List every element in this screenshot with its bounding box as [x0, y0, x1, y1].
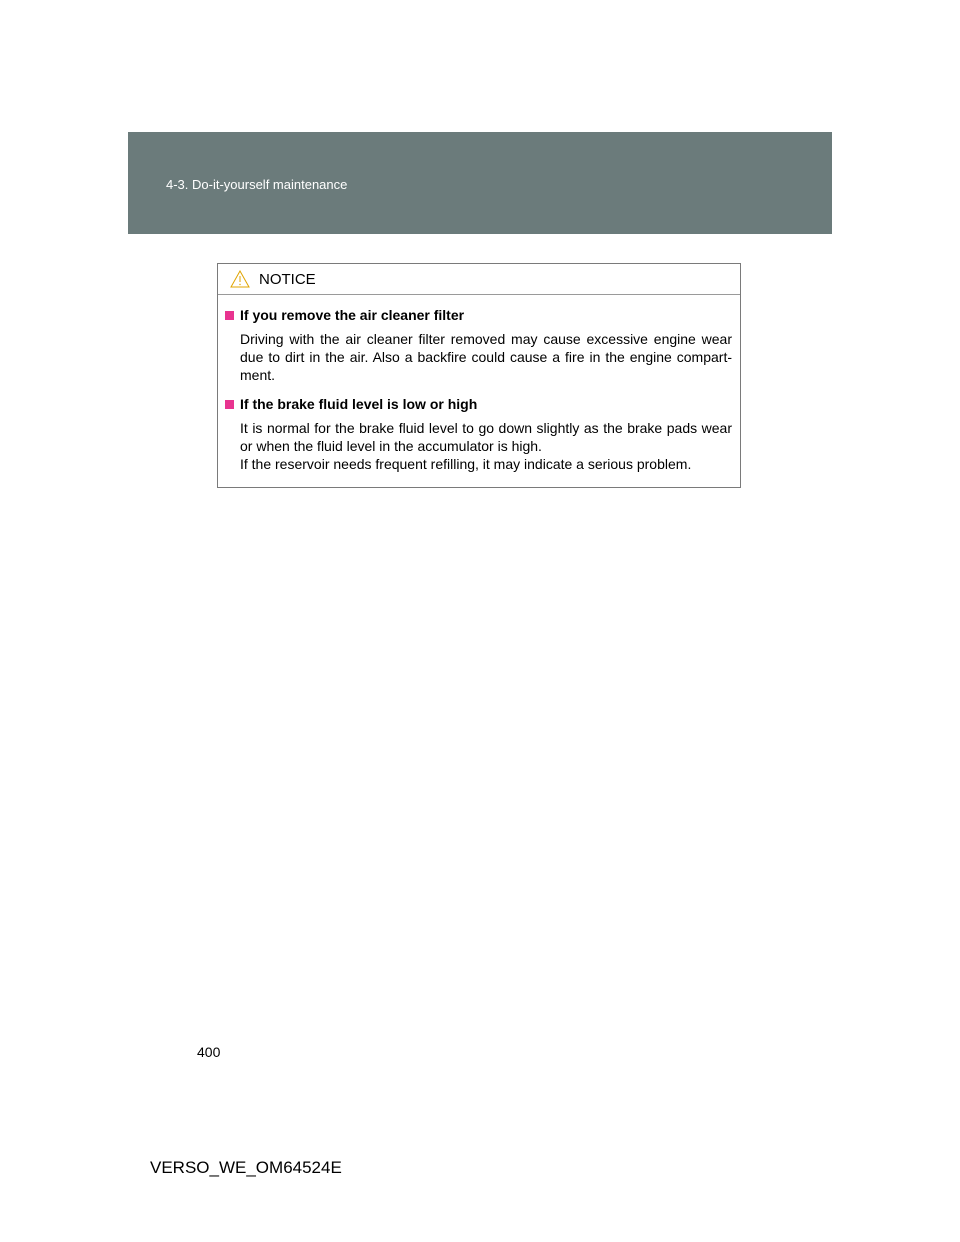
- notice-item-paragraph: It is normal for the brake fluid level to go down slightly as the brake pads wear or when the fluid level in the accumulator is high.: [240, 420, 732, 454]
- notice-title: NOTICE: [259, 270, 316, 288]
- notice-item-heading: If the brake fluid level is low or high: [240, 396, 478, 412]
- notice-item-heading: If you remove the air cleaner filter: [240, 307, 465, 323]
- document-code: VERSO_WE_OM64524E: [150, 1158, 342, 1177]
- page-number: 400: [197, 1044, 221, 1060]
- notice-item-paragraph: Driving with the air cleaner filter removed may cause excessive engine wear due to dirt in the air. Also a backfire could cause a fire in the engine compart-ment.: [240, 331, 732, 383]
- square-bullet-icon: [225, 400, 234, 409]
- notice-header: [218, 264, 740, 295]
- notice-body: [218, 295, 740, 473]
- notice-item-air-filter: [225, 307, 732, 384]
- section-header-band: [128, 132, 832, 234]
- section-title: 4-3. Do-it-yourself maintenance: [166, 177, 348, 192]
- notice-item-brake-fluid: [225, 396, 732, 473]
- warning-triangle-icon: [230, 270, 250, 288]
- square-bullet-icon: [225, 311, 234, 320]
- notice-box: [217, 263, 741, 488]
- notice-item-paragraph: If the reservoir needs frequent refilling, it may indicate a serious problem.: [240, 456, 692, 472]
